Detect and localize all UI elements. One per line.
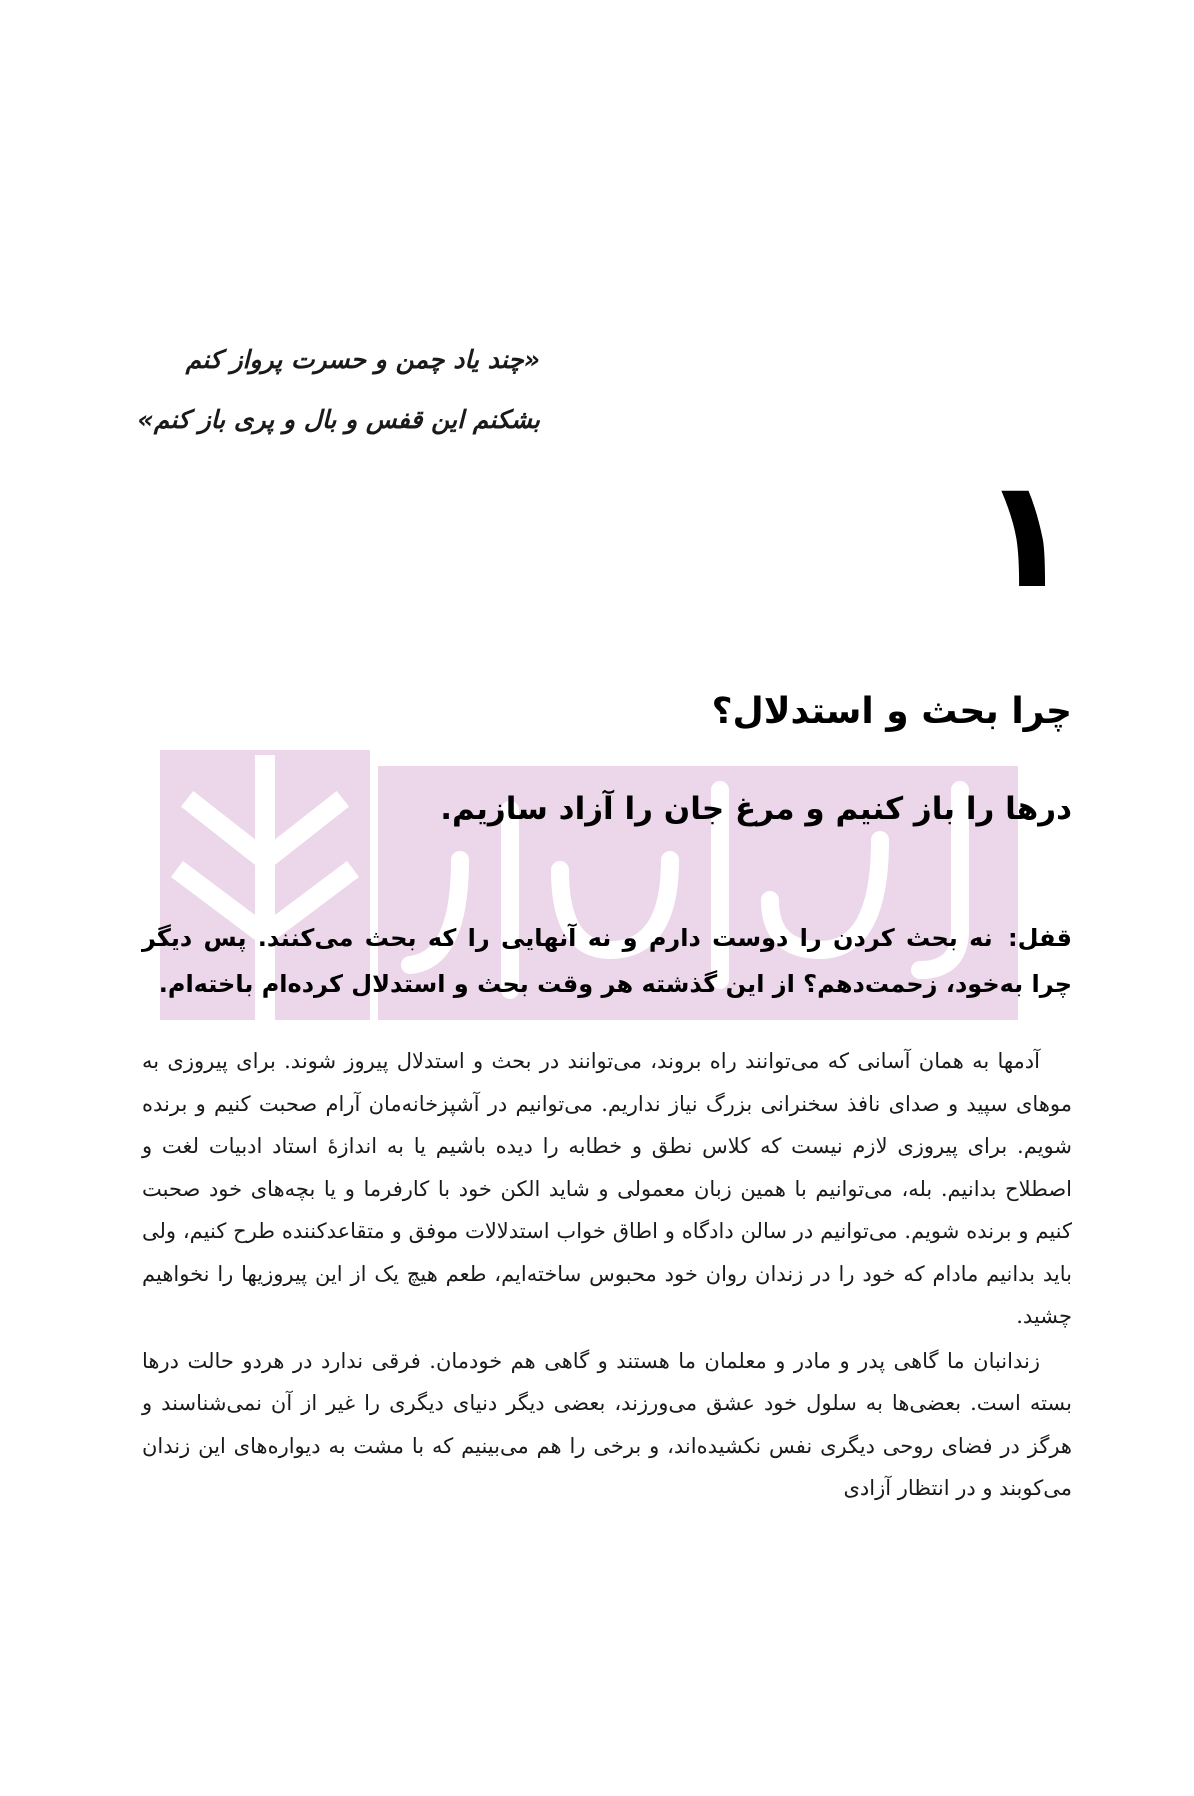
epigraph	[137, 330, 540, 450]
epigraph-line-2: بشکنم این قفس و بال و پری باز کنم»	[137, 405, 540, 434]
body-paragraph-2: زندانبان ما گاهی پدر و مادر و معلمان ما هستند و گاهی هم خودمان. فرقی ندارد در هردو حالت درها بسته است. بعضی‌ها به سلول خود عشق می‌ورزند، بعضی دیگر دنیای دیگری را غیر از آن نمی‌شناسند و هرگز در فضای روحی دیگری نفس نکشیده‌اند، و برخی را هم می‌بینیم که با مشت به دیواره‌های این زندان می‌کوبند و در انتظار آزادی	[142, 1348, 1072, 1500]
body-text	[142, 1040, 1072, 1510]
chapter-number: ۱	[980, 448, 1072, 622]
dialogue-speaker: قفل:	[1007, 924, 1072, 952]
dialogue-paragraph	[142, 915, 1072, 1007]
chapter-title: چرا بحث و استدلال؟	[711, 691, 1072, 732]
epigraph-line-1: «چند یاد چمن و حسرت پرواز کنم	[185, 345, 540, 374]
chapter-subtitle: درها را باز کنیم و مرغ جان را آزاد سازیم.	[440, 791, 1072, 827]
body-paragraph-1: آدمها به همان آسانی که می‌توانند راه بروند، می‌توانند در بحث و استدلال پیروز شوند. برای پیروزی به موهای سپید و صدای نافذ سخنرانی بزرگ نیاز نداریم. می‌توانیم در آشپزخانه‌مان آرام صحبت کنیم و برنده شویم. برای پیروزی لازم نیست که کلاس نطق و خطابه را دیده باشیم یا به اندازهٔ استاد ادبیات لغت و اصطلاح بدانیم. بله، می‌توانیم با همین زبان معمولی و شاید الکن خود با کارفرما و یا بچه‌های خود صحبت کنیم و برنده شویم. می‌توانیم در سالن دادگاه و اطاق خواب استدلالات موفق و متقاعدکننده طرح کنیم، ولی باید بدانیم مادام که خود را در زندان روان خود محبوس ساخته‌ایم، طعم هیچ یک از این پیروزیها را نخواهیم چشید.	[142, 1049, 1072, 1328]
dialogue-text: نه بحث کردن را دوست دارم و نه آنهایی را که بحث می‌کنند. پس دیگر چرا به‌خود، زحمت‌دهم؟ از این گذشته هر وقت بحث و استدلال کرده‌ام باخته‌ام.	[142, 924, 1072, 998]
